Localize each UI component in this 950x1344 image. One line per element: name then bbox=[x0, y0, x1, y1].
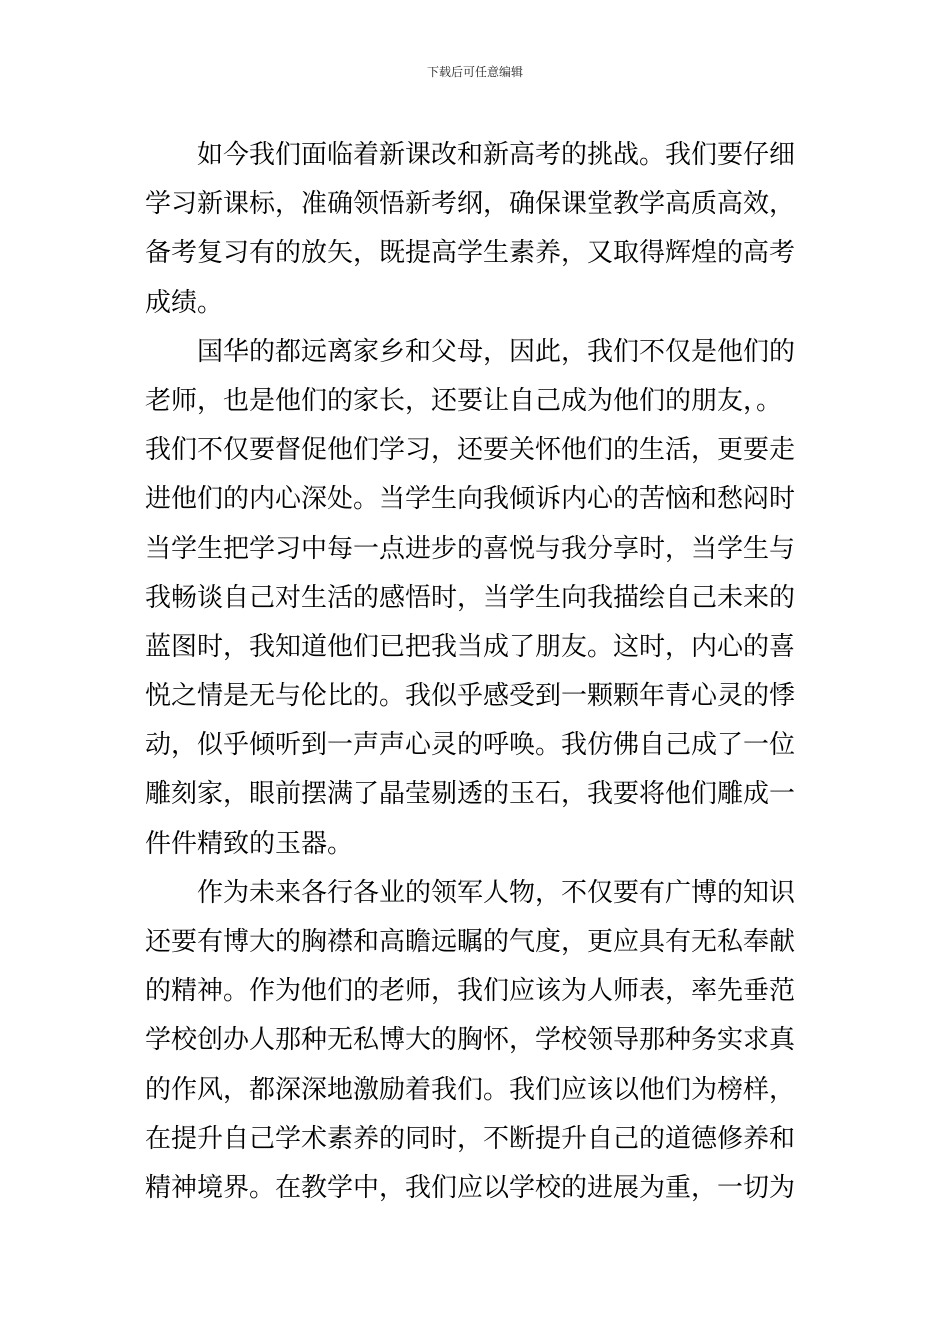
text-line: 我们不仅要督促他们学习，还要关怀他们的生活，更要走 bbox=[145, 435, 796, 466]
text-line: 精神境界。在教学中，我们应以学校的进展为重，一切为 bbox=[145, 1172, 796, 1203]
text-line: 的精神。作为他们的老师，我们应该为人师表，率先垂范 bbox=[145, 976, 796, 1007]
text-line: 国华的都远离家乡和父母，因此，我们不仅是他们的 bbox=[197, 336, 796, 367]
body-text bbox=[145, 131, 809, 1213]
text-line: 作为未来各行各业的领军人物，不仅要有广博的知识 bbox=[197, 877, 796, 908]
text-line: 的作风，都深深地激励着我们。我们应该以他们为榜样， bbox=[145, 1074, 796, 1105]
text-line: 雕刻家，眼前摆满了晶莹剔透的玉石，我要将他们雕成一 bbox=[145, 779, 796, 810]
text-line: 如今我们面临着新课改和新高考的挑战。我们要仔细 bbox=[197, 140, 796, 170]
text-line: 老师，也是他们的家长，还要让自己成为他们的朋友，。 bbox=[145, 385, 783, 416]
text-line: 动，似乎倾听到一声声心灵的呼唤。我仿佛自己成了一位 bbox=[145, 730, 796, 761]
text-line: 当学生把学习中每一点进步的喜悦与我分享时，当学生与 bbox=[145, 533, 796, 564]
text-line: 件件精致的玉器。 bbox=[145, 828, 354, 859]
text-line: 学校创办人那种无私博大的胸怀，学校领导那种务实求真 bbox=[145, 1025, 796, 1056]
text-line: 备考复习有的放矢，既提高学生素养，又取得辉煌的高考 bbox=[145, 238, 796, 269]
text-line: 进他们的内心深处。当学生向我倾诉内心的苦恼和愁闷时 bbox=[145, 484, 796, 515]
text-line: 成绩。 bbox=[145, 287, 224, 318]
text-line: 我畅谈自己对生活的感悟时，当学生向我描绘自己未来的 bbox=[145, 582, 796, 613]
text-line: 学习新课标，准确领悟新考纲，确保课堂教学高质高效， bbox=[145, 189, 796, 220]
text-line: 还要有博大的胸襟和高瞻远瞩的气度，更应具有无私奉献 bbox=[145, 927, 796, 957]
text-line: 悦之情是无与伦比的。我似乎感受到一颗颗年青心灵的悸 bbox=[145, 681, 796, 712]
text-line: 蓝图时，我知道他们已把我当成了朋友。这时，内心的喜 bbox=[145, 631, 796, 662]
text-line: 在提升自己学术素养的同时，不断提升自己的道德修养和 bbox=[145, 1123, 796, 1154]
page-header: 下载后可任意编辑 bbox=[426, 65, 523, 79]
